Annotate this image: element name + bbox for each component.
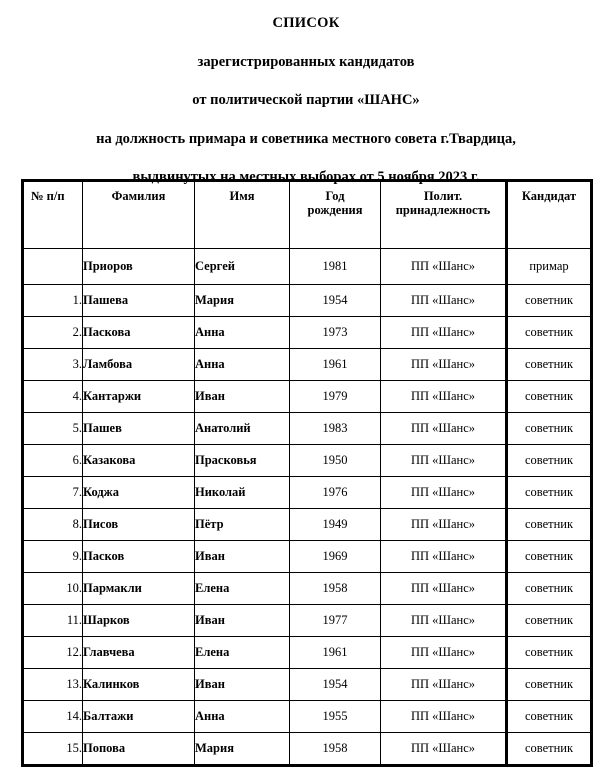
title-line-1: СПИСОК [272, 15, 340, 31]
table-row [23, 249, 592, 285]
cell-candidate-role: советник [507, 605, 592, 637]
cell-firstname: Прасковья [195, 445, 290, 477]
cell-candidate-role: советник [507, 733, 592, 766]
cell-birth-year: 1979 [290, 381, 381, 413]
cell-number: 4. [23, 381, 83, 413]
title-line-4: на должность примара и советника местного совета г.Твардица, [96, 130, 516, 147]
cell-party: ПП «Шанс» [381, 349, 507, 381]
cell-birth-year: 1969 [290, 541, 381, 573]
cell-number: 6. [23, 445, 83, 477]
table-header [23, 181, 592, 249]
cell-birth-year: 1950 [290, 445, 381, 477]
cell-number: 7. [23, 477, 83, 509]
cell-candidate-role: советник [507, 573, 592, 605]
cell-firstname: Мария [195, 733, 290, 766]
cell-surname: Коджа [83, 477, 195, 509]
cell-firstname: Елена [195, 573, 290, 605]
cell-number: 15. [23, 733, 83, 766]
cell-party: ПП «Шанс» [381, 573, 507, 605]
cell-number [23, 249, 83, 285]
cell-party: ПП «Шанс» [381, 413, 507, 445]
cell-birth-year: 1981 [290, 249, 381, 285]
cell-surname: Паскова [83, 317, 195, 349]
table-row [23, 701, 592, 733]
column-header-party-line2: принадлежность [395, 203, 491, 218]
cell-birth-year: 1958 [290, 733, 381, 766]
column-header-surname: Фамилия [83, 181, 195, 249]
table-header-row [23, 181, 592, 249]
table-row [23, 381, 592, 413]
column-header-number: № п/п [23, 181, 83, 249]
cell-party: ПП «Шанс» [381, 381, 507, 413]
cell-birth-year: 1954 [290, 669, 381, 701]
column-header-candidate-role: Кандидат [507, 181, 592, 249]
cell-firstname: Анна [195, 701, 290, 733]
cell-surname: Попова [83, 733, 195, 766]
cell-surname: Шарков [83, 605, 195, 637]
cell-party: ПП «Шанс» [381, 669, 507, 701]
table-row [23, 573, 592, 605]
cell-firstname: Иван [195, 669, 290, 701]
cell-candidate-role: советник [507, 445, 592, 477]
cell-number: 13. [23, 669, 83, 701]
table-row [23, 637, 592, 669]
cell-birth-year: 1961 [290, 349, 381, 381]
cell-birth-year: 1961 [290, 637, 381, 669]
cell-candidate-role: советник [507, 317, 592, 349]
cell-number: 8. [23, 509, 83, 541]
table-row [23, 349, 592, 381]
title-line-3: от политической партии «ШАНС» [192, 92, 420, 108]
cell-candidate-role: примар [507, 249, 592, 285]
cell-birth-year: 1955 [290, 701, 381, 733]
cell-firstname: Елена [195, 637, 290, 669]
cell-birth-year: 1958 [290, 573, 381, 605]
table-row [23, 541, 592, 573]
cell-party: ПП «Шанс» [381, 701, 507, 733]
cell-surname: Пашева [83, 285, 195, 317]
cell-number: 2. [23, 317, 83, 349]
cell-party: ПП «Шанс» [381, 733, 507, 766]
cell-firstname: Иван [195, 605, 290, 637]
table-row [23, 669, 592, 701]
title-line-5: выдвинутых на местных выборах от 5 ноября 2023 г. [132, 169, 480, 185]
cell-birth-year: 1977 [290, 605, 381, 637]
cell-candidate-role: советник [507, 477, 592, 509]
column-header-party-affiliation [381, 181, 507, 249]
cell-candidate-role: советник [507, 541, 592, 573]
cell-number: 14. [23, 701, 83, 733]
column-header-party-line1: Полит. [423, 189, 463, 203]
column-header-birth-year [290, 181, 381, 249]
cell-birth-year: 1949 [290, 509, 381, 541]
column-header-firstname: Имя [195, 181, 290, 249]
cell-surname: Пасков [83, 541, 195, 573]
table-row [23, 317, 592, 349]
cell-party: ПП «Шанс» [381, 445, 507, 477]
cell-candidate-role: советник [507, 701, 592, 733]
column-header-birth-year-line2: рождения [307, 203, 363, 218]
cell-number: 3. [23, 349, 83, 381]
cell-party: ПП «Шанс» [381, 317, 507, 349]
cell-birth-year: 1973 [290, 317, 381, 349]
table-row [23, 445, 592, 477]
column-header-birth-year-line1: Год [325, 189, 345, 203]
cell-party: ПП «Шанс» [381, 285, 507, 317]
cell-birth-year: 1954 [290, 285, 381, 317]
cell-firstname: Сергей [195, 249, 290, 285]
cell-firstname: Николай [195, 477, 290, 509]
cell-surname: Главчева [83, 637, 195, 669]
table-row [23, 509, 592, 541]
table-body [23, 249, 592, 766]
cell-firstname: Анна [195, 349, 290, 381]
candidates-table-wrapper [21, 179, 590, 767]
cell-candidate-role: советник [507, 637, 592, 669]
cell-candidate-role: советник [507, 669, 592, 701]
cell-candidate-role: советник [507, 381, 592, 413]
cell-surname: Пармакли [83, 573, 195, 605]
cell-surname: Балтажи [83, 701, 195, 733]
candidates-table [21, 179, 593, 767]
table-row [23, 477, 592, 509]
table-row [23, 733, 592, 766]
title-line-2: зарегистрированных кандидатов [197, 53, 415, 70]
cell-firstname: Анна [195, 317, 290, 349]
cell-birth-year: 1976 [290, 477, 381, 509]
cell-surname: Писов [83, 509, 195, 541]
table-row [23, 285, 592, 317]
cell-surname: Калинков [83, 669, 195, 701]
cell-candidate-role: советник [507, 349, 592, 381]
table-row [23, 413, 592, 445]
cell-party: ПП «Шанс» [381, 249, 507, 285]
cell-firstname: Иван [195, 541, 290, 573]
cell-firstname: Иван [195, 381, 290, 413]
cell-number: 12. [23, 637, 83, 669]
cell-surname: Пашев [83, 413, 195, 445]
cell-number: 5. [23, 413, 83, 445]
cell-surname: Ламбова [83, 349, 195, 381]
document-title-block [0, 0, 612, 185]
cell-candidate-role: советник [507, 509, 592, 541]
cell-surname: Приоров [83, 249, 195, 285]
cell-firstname: Пётр [195, 509, 290, 541]
cell-surname: Кантаржи [83, 381, 195, 413]
cell-party: ПП «Шанс» [381, 477, 507, 509]
cell-firstname: Анатолий [195, 413, 290, 445]
cell-number: 1. [23, 285, 83, 317]
cell-candidate-role: советник [507, 413, 592, 445]
cell-firstname: Мария [195, 285, 290, 317]
cell-candidate-role: советник [507, 285, 592, 317]
table-row [23, 605, 592, 637]
cell-birth-year: 1983 [290, 413, 381, 445]
cell-party: ПП «Шанс» [381, 509, 507, 541]
cell-number: 9. [23, 541, 83, 573]
cell-surname: Казакова [83, 445, 195, 477]
cell-number: 10. [23, 573, 83, 605]
cell-number: 11. [23, 605, 83, 637]
cell-party: ПП «Шанс» [381, 541, 507, 573]
cell-party: ПП «Шанс» [381, 637, 507, 669]
cell-party: ПП «Шанс» [381, 605, 507, 637]
